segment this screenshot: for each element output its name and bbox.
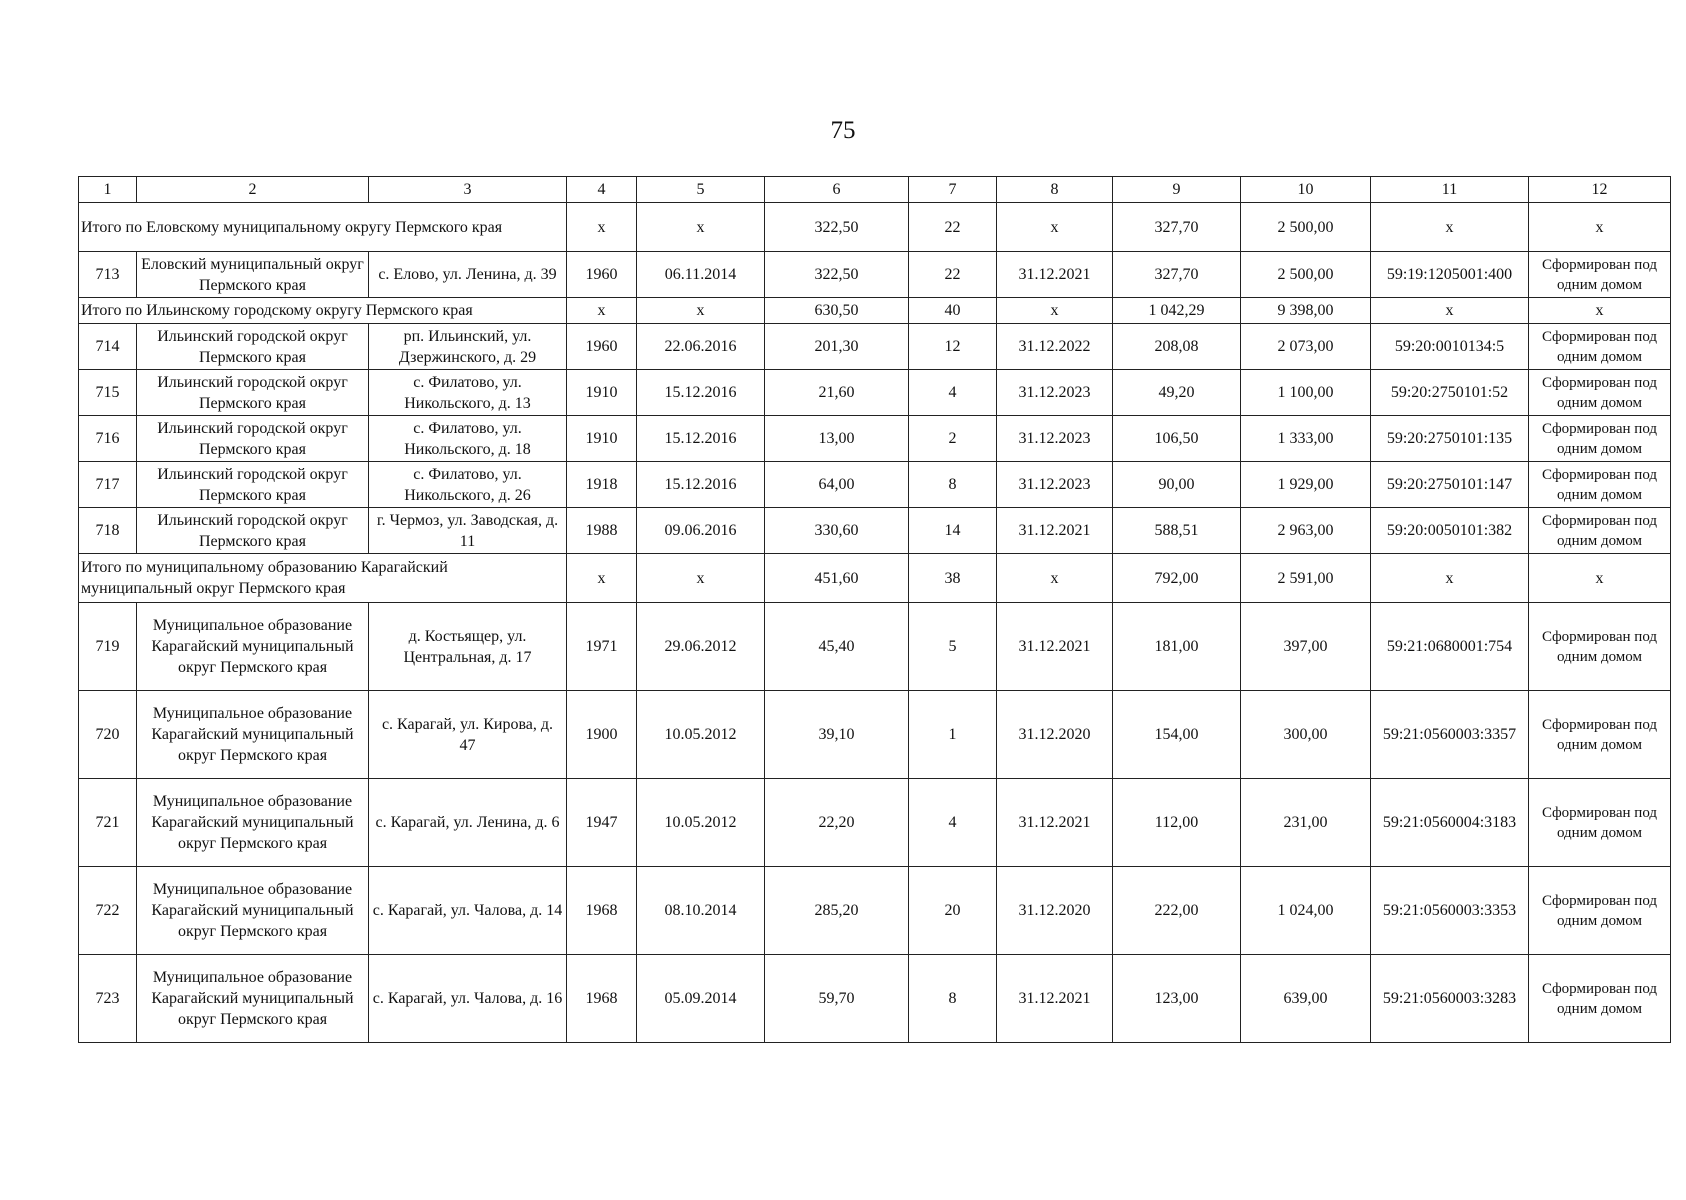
address-cell: с. Филатово, ул. Никольского, д. 18 [369, 416, 567, 462]
cost-cell: 2 963,00 [1241, 508, 1371, 554]
column-header: 7 [909, 177, 997, 203]
page-number: 75 [830, 117, 856, 144]
status-cell: Сформирован под одним домом [1529, 867, 1671, 955]
table-row [79, 416, 1671, 462]
row-number: 717 [79, 462, 137, 508]
date-cell: 22.06.2016 [637, 324, 765, 370]
year-cell: 1960 [567, 324, 637, 370]
cadastral-cell: 59:20:0050101:382 [1371, 508, 1529, 554]
section-total-value: х [1529, 203, 1671, 252]
column-header: 4 [567, 177, 637, 203]
deadline-cell: 31.12.2022 [997, 324, 1113, 370]
row-number: 716 [79, 416, 137, 462]
deadline-cell: 31.12.2021 [997, 603, 1113, 691]
section-total-row [79, 203, 1671, 252]
table-body [79, 177, 1671, 1043]
year-cell: 1910 [567, 416, 637, 462]
status-cell: Сформирован под одним домом [1529, 462, 1671, 508]
people-cell: 1 [909, 691, 997, 779]
cost-cell: 2 500,00 [1241, 252, 1371, 298]
address-cell: г. Чермоз, ул. Заводская, д. 11 [369, 508, 567, 554]
owner-cell: Ильинский городской округ Пермского края [137, 416, 369, 462]
people-cell: 20 [909, 867, 997, 955]
owner-cell: Ильинский городской округ Пермского края [137, 370, 369, 416]
people-cell: 12 [909, 324, 997, 370]
owner-cell: Муниципальное образование Карагайский муниципальный округ Пермского края [137, 867, 369, 955]
address-cell: с. Филатово, ул. Никольского, д. 13 [369, 370, 567, 416]
owner-cell: Муниципальное образование Карагайский муниципальный округ Пермского края [137, 779, 369, 867]
section-total-row [79, 298, 1671, 324]
section-total-value: 630,50 [765, 298, 909, 324]
land-area-cell: 90,00 [1113, 462, 1241, 508]
status-cell: Сформирован под одним домом [1529, 955, 1671, 1043]
year-cell: 1910 [567, 370, 637, 416]
section-total-value: х [997, 298, 1113, 324]
land-area-cell: 49,20 [1113, 370, 1241, 416]
row-number: 718 [79, 508, 137, 554]
land-area-cell: 154,00 [1113, 691, 1241, 779]
date-cell: 10.05.2012 [637, 779, 765, 867]
area-cell: 201,30 [765, 324, 909, 370]
date-cell: 05.09.2014 [637, 955, 765, 1043]
year-cell: 1960 [567, 252, 637, 298]
table-row [79, 691, 1671, 779]
land-area-cell: 181,00 [1113, 603, 1241, 691]
section-total-value: х [637, 554, 765, 603]
year-cell: 1971 [567, 603, 637, 691]
year-cell: 1968 [567, 867, 637, 955]
deadline-cell: 31.12.2021 [997, 779, 1113, 867]
year-cell: 1968 [567, 955, 637, 1043]
cost-cell: 231,00 [1241, 779, 1371, 867]
table-row [79, 867, 1671, 955]
land-area-cell: 588,51 [1113, 508, 1241, 554]
cost-cell: 1 024,00 [1241, 867, 1371, 955]
address-cell: с. Елово, ул. Ленина, д. 39 [369, 252, 567, 298]
land-area-cell: 327,70 [1113, 252, 1241, 298]
cadastral-cell: 59:20:0010134:5 [1371, 324, 1529, 370]
cadastral-cell: 59:21:0560004:3183 [1371, 779, 1529, 867]
section-total-value: 22 [909, 203, 997, 252]
deadline-cell: 31.12.2023 [997, 370, 1113, 416]
people-cell: 8 [909, 462, 997, 508]
address-cell: с. Карагай, ул. Чалова, д. 16 [369, 955, 567, 1043]
table-row [79, 603, 1671, 691]
table-row [79, 324, 1671, 370]
column-number-row [79, 177, 1671, 203]
cadastral-cell: 59:21:0560003:3353 [1371, 867, 1529, 955]
section-total-value: 451,60 [765, 554, 909, 603]
owner-cell: Муниципальное образование Карагайский муниципальный округ Пермского края [137, 955, 369, 1043]
year-cell: 1947 [567, 779, 637, 867]
cadastral-cell: 59:21:0680001:754 [1371, 603, 1529, 691]
column-header: 6 [765, 177, 909, 203]
column-header: 11 [1371, 177, 1529, 203]
cost-cell: 397,00 [1241, 603, 1371, 691]
people-cell: 4 [909, 370, 997, 416]
deadline-cell: 31.12.2023 [997, 462, 1113, 508]
area-cell: 45,40 [765, 603, 909, 691]
column-header: 2 [137, 177, 369, 203]
section-total-value: 1 042,29 [1113, 298, 1241, 324]
cadastral-cell: 59:20:2750101:135 [1371, 416, 1529, 462]
owner-cell: Ильинский городской округ Пермского края [137, 462, 369, 508]
deadline-cell: 31.12.2020 [997, 691, 1113, 779]
section-total-value: х [567, 554, 637, 603]
status-cell: Сформирован под одним домом [1529, 252, 1671, 298]
row-number: 719 [79, 603, 137, 691]
section-total-value: х [997, 554, 1113, 603]
deadline-cell: 31.12.2021 [997, 252, 1113, 298]
cost-cell: 300,00 [1241, 691, 1371, 779]
cost-cell: 1 333,00 [1241, 416, 1371, 462]
cadastral-cell: 59:20:2750101:52 [1371, 370, 1529, 416]
table-row [79, 462, 1671, 508]
row-number: 721 [79, 779, 137, 867]
section-total-value: х [567, 298, 637, 324]
date-cell: 15.12.2016 [637, 462, 765, 508]
status-cell: Сформирован под одним домом [1529, 603, 1671, 691]
column-header: 10 [1241, 177, 1371, 203]
section-total-value: 40 [909, 298, 997, 324]
column-header: 9 [1113, 177, 1241, 203]
column-header: 12 [1529, 177, 1671, 203]
section-total-row [79, 554, 1671, 603]
section-total-value: 322,50 [765, 203, 909, 252]
address-cell: с. Филатово, ул. Никольского, д. 26 [369, 462, 567, 508]
cost-cell: 2 073,00 [1241, 324, 1371, 370]
date-cell: 09.06.2016 [637, 508, 765, 554]
row-number: 714 [79, 324, 137, 370]
people-cell: 4 [909, 779, 997, 867]
row-number: 722 [79, 867, 137, 955]
section-total-value: 2 591,00 [1241, 554, 1371, 603]
date-cell: 06.11.2014 [637, 252, 765, 298]
year-cell: 1988 [567, 508, 637, 554]
section-total-value: х [1371, 554, 1529, 603]
section-total-label: Итого по муниципальному образованию Карагайский муниципальный округ Пермского края [79, 554, 567, 603]
people-cell: 14 [909, 508, 997, 554]
area-cell: 13,00 [765, 416, 909, 462]
deadline-cell: 31.12.2021 [997, 955, 1113, 1043]
status-cell: Сформирован под одним домом [1529, 779, 1671, 867]
date-cell: 15.12.2016 [637, 416, 765, 462]
address-cell: рп. Ильинский, ул. Дзержинского, д. 29 [369, 324, 567, 370]
area-cell: 59,70 [765, 955, 909, 1043]
land-area-cell: 123,00 [1113, 955, 1241, 1043]
area-cell: 330,60 [765, 508, 909, 554]
section-total-value: 2 500,00 [1241, 203, 1371, 252]
land-area-cell: 106,50 [1113, 416, 1241, 462]
land-area-cell: 208,08 [1113, 324, 1241, 370]
column-header: 1 [79, 177, 137, 203]
cost-cell: 1 929,00 [1241, 462, 1371, 508]
table-row [79, 779, 1671, 867]
deadline-cell: 31.12.2023 [997, 416, 1113, 462]
section-total-value: 38 [909, 554, 997, 603]
area-cell: 22,20 [765, 779, 909, 867]
address-cell: д. Костьящер, ул. Центральная, д. 17 [369, 603, 567, 691]
deadline-cell: 31.12.2021 [997, 508, 1113, 554]
cadastral-cell: 59:19:1205001:400 [1371, 252, 1529, 298]
deadline-cell: 31.12.2020 [997, 867, 1113, 955]
section-total-value: х [1371, 203, 1529, 252]
people-cell: 5 [909, 603, 997, 691]
section-total-value: х [637, 298, 765, 324]
row-number: 720 [79, 691, 137, 779]
address-cell: с. Карагай, ул. Чалова, д. 14 [369, 867, 567, 955]
table-row [79, 370, 1671, 416]
cost-cell: 639,00 [1241, 955, 1371, 1043]
area-cell: 322,50 [765, 252, 909, 298]
section-total-value: х [1529, 554, 1671, 603]
section-total-label: Итого по Ильинскому городскому округу Пермского края [79, 298, 567, 324]
cadastral-cell: 59:21:0560003:3357 [1371, 691, 1529, 779]
cost-cell: 1 100,00 [1241, 370, 1371, 416]
column-header: 8 [997, 177, 1113, 203]
status-cell: Сформирован под одним домом [1529, 691, 1671, 779]
section-total-value: х [1529, 298, 1671, 324]
address-cell: с. Карагай, ул. Кирова, д. 47 [369, 691, 567, 779]
people-cell: 22 [909, 252, 997, 298]
date-cell: 29.06.2012 [637, 603, 765, 691]
status-cell: Сформирован под одним домом [1529, 508, 1671, 554]
section-total-value: 9 398,00 [1241, 298, 1371, 324]
section-total-value: х [637, 203, 765, 252]
housing-registry-table [78, 176, 1671, 1043]
area-cell: 285,20 [765, 867, 909, 955]
address-cell: с. Карагай, ул. Ленина, д. 6 [369, 779, 567, 867]
status-cell: Сформирован под одним домом [1529, 416, 1671, 462]
year-cell: 1918 [567, 462, 637, 508]
section-total-value: 327,70 [1113, 203, 1241, 252]
land-area-cell: 222,00 [1113, 867, 1241, 955]
year-cell: 1900 [567, 691, 637, 779]
status-cell: Сформирован под одним домом [1529, 324, 1671, 370]
cadastral-cell: 59:21:0560003:3283 [1371, 955, 1529, 1043]
owner-cell: Муниципальное образование Карагайский муниципальный округ Пермского края [137, 691, 369, 779]
people-cell: 2 [909, 416, 997, 462]
row-number: 713 [79, 252, 137, 298]
date-cell: 08.10.2014 [637, 867, 765, 955]
column-header: 5 [637, 177, 765, 203]
table-row [79, 252, 1671, 298]
section-total-value: 792,00 [1113, 554, 1241, 603]
section-total-label: Итого по Еловскому муниципальному округу Пермского края [79, 203, 567, 252]
area-cell: 39,10 [765, 691, 909, 779]
owner-cell: Ильинский городской округ Пермского края [137, 508, 369, 554]
date-cell: 10.05.2012 [637, 691, 765, 779]
row-number: 715 [79, 370, 137, 416]
date-cell: 15.12.2016 [637, 370, 765, 416]
section-total-value: х [1371, 298, 1529, 324]
cadastral-cell: 59:20:2750101:147 [1371, 462, 1529, 508]
table-row [79, 508, 1671, 554]
status-cell: Сформирован под одним домом [1529, 370, 1671, 416]
area-cell: 21,60 [765, 370, 909, 416]
owner-cell: Ильинский городской округ Пермского края [137, 324, 369, 370]
area-cell: 64,00 [765, 462, 909, 508]
section-total-value: х [997, 203, 1113, 252]
owner-cell: Еловский муниципальный округ Пермского края [137, 252, 369, 298]
column-header: 3 [369, 177, 567, 203]
table-row [79, 955, 1671, 1043]
people-cell: 8 [909, 955, 997, 1043]
row-number: 723 [79, 955, 137, 1043]
section-total-value: х [567, 203, 637, 252]
owner-cell: Муниципальное образование Карагайский муниципальный округ Пермского края [137, 603, 369, 691]
land-area-cell: 112,00 [1113, 779, 1241, 867]
